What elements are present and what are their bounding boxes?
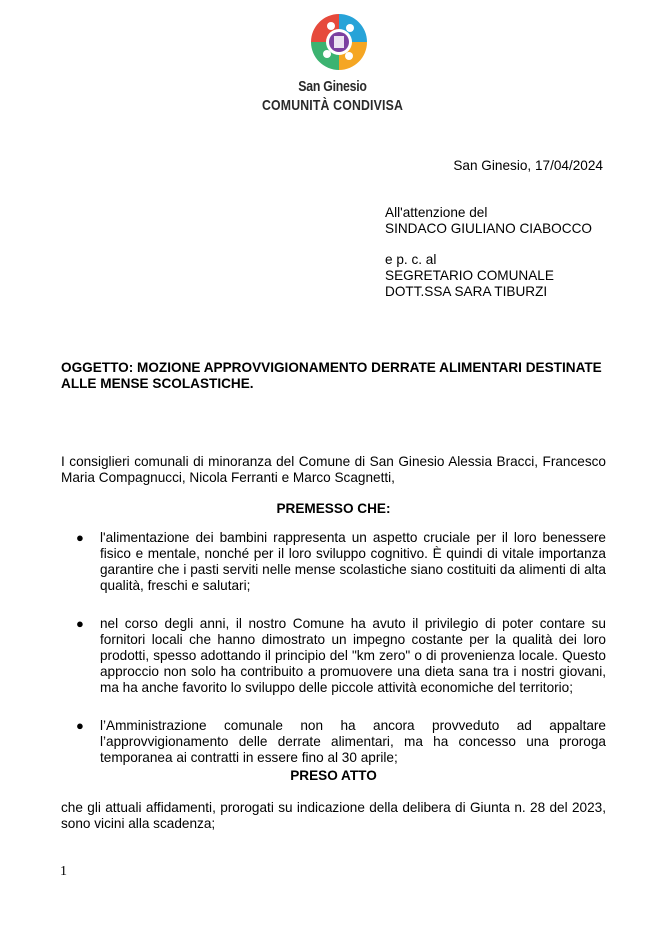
list-item	[61, 718, 606, 766]
subject-heading: OGGETTO: MOZIONE APPROVVIGIONAMENTO DERRATE ALIMENTARI DESTINATE ALLE MENSE SCOLASTICHE.	[61, 360, 602, 391]
list-item-text: nel corso degli anni, il nostro Comune ha avuto il privilegio di poter contare su fornitori locali che hanno dimostrato un impegno costante per la qualità dei loro prodotti, spesso adottando il principio del "km zero" o di provenienza locale. Questo approccio non solo ha contribuito a promuovere una dieta sana tra i nostri giovani, ma ha anche favorito lo sviluppo delle piccole attività economiche del territorio;	[100, 616, 606, 695]
addressee-line: DOTT.SSA SARA TIBURZI	[385, 284, 548, 299]
bullet-icon: ●	[76, 718, 84, 733]
addressee-line: SEGRETARIO COMUNALE	[385, 268, 554, 283]
bullet-icon: ●	[76, 616, 84, 631]
date-line: San Ginesio, 17/04/2024	[453, 158, 603, 173]
addressee-line: All'attenzione del	[385, 205, 488, 220]
list-item-text: l'alimentazione dei bambini rappresenta un aspetto cruciale per il loro benessere fisico e mentale, nonché per il loro sviluppo cognitivo. È quindi di vitale importanza garantire che i pasti serviti nelle mense scolastiche siano costituiti da alimenti di alta qualità, freschi e salutari;	[100, 530, 606, 593]
addressee-line: e p. c. al	[385, 252, 437, 267]
list-item-text: l’Amministrazione comunale non ha ancora provveduto ad appaltare l’approvvigionamento delle derrate alimentari, ma ha concesso una proroga temporanea ai contratti in essere fino al 30 aprile;	[100, 718, 606, 765]
brand-name: San Ginesio	[298, 78, 367, 95]
premises-list	[61, 530, 606, 788]
addressee-block	[385, 205, 625, 300]
people-circle-icon	[300, 10, 378, 74]
list-item	[61, 530, 606, 594]
addressee-line: SINDACO GIULIANO CIABOCCO	[385, 221, 592, 236]
intro-paragraph: I consiglieri comunali di minoranza del Comune di San Ginesio Alessia Bracci, Francesco Maria Compagnucci, Nicola Ferranti e Marco Scagnetti,	[61, 454, 606, 485]
bullet-icon: ●	[76, 530, 84, 545]
final-paragraph: che gli attuali affidamenti, prorogati su indicazione della delibera di Giunta n. 28 del 2023, sono vicini alla scadenza;	[61, 800, 606, 831]
community-logo	[300, 10, 378, 74]
preso-atto-heading: PRESO ATTO	[290, 768, 377, 783]
page-number: 1	[60, 864, 67, 879]
brand-tagline: COMUNITÀ CONDIVISA	[262, 97, 403, 114]
premesso-heading: PREMESSO CHE:	[276, 501, 391, 516]
list-item	[61, 616, 606, 696]
spacer	[385, 237, 625, 252]
